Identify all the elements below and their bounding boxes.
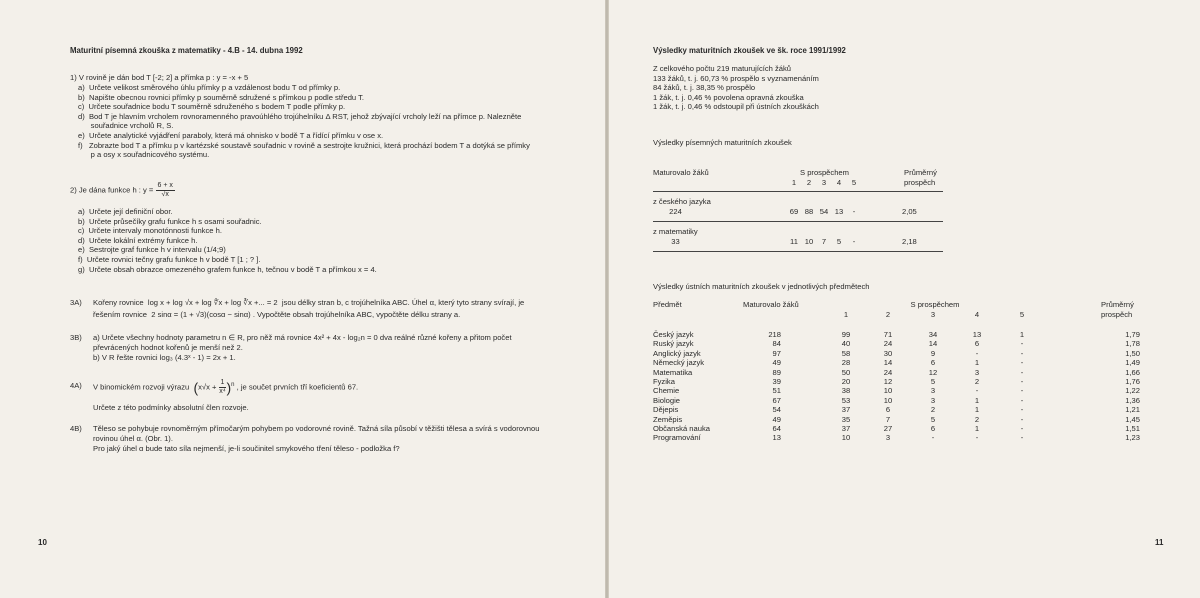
question-2-stem	[70, 182, 175, 199]
question-item: b) Napište obecnou rovnici přímky p souměrně sdružené s přímkou p podle středu T.	[78, 92, 365, 102]
question-1-stem: 1) V rovině je dán bod T [-2; 2] a přímka p : y = -x + 5	[70, 73, 249, 82]
oral-row-students: 67	[772, 395, 781, 405]
oral-row-grade: 37	[841, 405, 851, 415]
q3a-line2-formula: 2 sinα = (1 + √3)(cosα − sinα)	[151, 310, 251, 319]
oral-row-students: 39	[772, 377, 781, 386]
oral-row-grade: 2	[930, 405, 936, 415]
oral-row-students: 13	[772, 433, 781, 443]
written-row-grade: 88	[804, 207, 814, 216]
oral-row-grade: 1	[974, 405, 980, 415]
oral-row-avg: 1,49	[1125, 358, 1140, 368]
question-item: p a osy x souřadnicového systému.	[78, 150, 210, 160]
summary-line: 84 žáků, t. j. 38,35 % prospělo	[653, 83, 756, 93]
table-rule	[653, 251, 943, 252]
oral-row-grade: 1	[974, 358, 980, 368]
q3a-formula: log x + log √x + log ∜x + log ∛x +... = 2	[147, 298, 278, 307]
written-row-avg: 2,18	[902, 237, 917, 246]
question-2-prefix: 2) Je dána funkce h : y =	[70, 185, 154, 195]
oral-row-avg: 1,36	[1125, 395, 1140, 405]
oral-row-grade: 58	[841, 348, 851, 358]
question-item: a) Určete velikost směrového úhlu přímky p a vzdálenost bodu T od přímky p.	[78, 83, 341, 92]
question-item: d) Určete lokální extrémy funkce h.	[78, 235, 198, 245]
oral-row-grade: 10	[841, 433, 851, 443]
right-page-number: 11	[1155, 538, 1164, 547]
oral-row-avg: 1,76	[1125, 377, 1140, 386]
question-4a-label: 4A)	[70, 381, 82, 390]
written-row-subject: z českého jazyka	[653, 197, 711, 206]
oral-row-grade: -	[1020, 424, 1024, 433]
oral-row-grade: 10	[883, 386, 893, 396]
oral-row-grade: 50	[841, 367, 851, 377]
oral-row-avg: 1,51	[1125, 424, 1140, 433]
oral-row-grade: 10	[883, 395, 893, 405]
written-results-heading: Výsledky písemných maturitních zkoušek	[653, 138, 792, 147]
written-col-grades: S prospěchem	[800, 168, 849, 177]
oral-grade-number: 3	[930, 310, 936, 319]
oral-row-grade: 6	[930, 358, 936, 368]
oral-row-grade: 20	[841, 377, 851, 386]
written-row-grade: -	[852, 207, 856, 216]
oral-row-avg: 1,50	[1125, 348, 1140, 358]
oral-row-grade: 12	[883, 377, 893, 386]
fraction-denominator: √x	[161, 191, 169, 198]
question-3a-line1	[93, 298, 524, 308]
oral-row-grade: 35	[841, 414, 851, 424]
oral-row-grade: -	[931, 433, 935, 443]
q3a-line2-prefix: řešením rovnice	[93, 310, 148, 319]
oral-row-grade: -	[975, 348, 979, 358]
question-item: b) Určete průsečíky grafu funkce h s osami souřadnic.	[78, 216, 262, 226]
oral-row-grade: 1	[974, 395, 980, 405]
oral-row-grade: 1	[1019, 330, 1025, 339]
written-grade-number: 3	[821, 178, 827, 187]
results-summary	[653, 64, 819, 112]
oral-row-subject: Anglický jazyk	[653, 348, 701, 358]
q4a-frac-den: x⁴	[219, 388, 226, 396]
oral-row-grade: -	[1020, 433, 1024, 443]
q4a-prefix: V binomickém rozvoji výrazu	[93, 382, 190, 392]
oral-row-subject: Biologie	[653, 395, 681, 405]
written-row-grade: 11	[790, 237, 798, 246]
oral-row-grade: -	[1020, 414, 1024, 424]
question-4a-line1	[93, 375, 358, 398]
table-rule	[653, 221, 943, 222]
question-4a-line2: Určete z této podmínky absolutní člen rozvoje.	[93, 403, 249, 412]
written-grade-number: 5	[851, 178, 857, 187]
question-item: f) Zobrazte bod T a přímku p v kartézské soustavě souřadnic v rovině a sestrojte kružnici, která prochází bodem T a dotýká se přímky	[78, 140, 530, 150]
oral-row-students: 84	[772, 339, 781, 349]
oral-row-grade: 6	[930, 424, 936, 433]
question-3b-line1: a) Určete všechny hodnoty parametru n ∈ R, pro něž má rovnice 4x² + 4x - log₂n = 0 dva reálné různé kořeny a přitom počet	[93, 333, 512, 342]
written-grade-number: 4	[836, 178, 842, 187]
summary-line: 1 žák, t. j. 0,46 % povolena opravná zkouška	[653, 92, 804, 102]
oral-row-grade: 53	[841, 395, 851, 405]
question-4b-line1: Těleso se pohybuje rovnoměrným přímočarým pohybem po vodorovné rovině. Tažná síla působí v těžišti tělesa a svírá s vodorovnou	[93, 424, 540, 433]
oral-row-students: 89	[772, 367, 781, 377]
oral-row-students: 49	[772, 358, 781, 368]
q3a-suffix: jsou délky stran b, c trojúhelníka ABC. Úhel α, který tyto strany svírají, je	[281, 298, 525, 307]
question-item: a) Určete její definiční obor.	[78, 207, 173, 216]
oral-row-grade: 13	[972, 330, 982, 339]
oral-row-grade: 40	[841, 339, 851, 349]
oral-col-avg-2: prospěch	[1101, 310, 1133, 319]
fraction-numerator: 6 + x	[157, 182, 173, 189]
oral-row-grade: 37	[841, 424, 851, 433]
summary-line: 133 žáků, t. j. 60,73 % prospělo s vyznamenáním	[653, 73, 819, 83]
question-4b-line2: rovinou úhel α. (Obr. 1).	[93, 434, 173, 443]
oral-row-avg: 1,78	[1125, 339, 1140, 349]
oral-row-subject: Český jazyk	[653, 330, 694, 339]
right-page	[609, 0, 1200, 598]
oral-row-grade: 34	[928, 330, 938, 339]
question-item: souřadnice vrcholů R, S.	[78, 121, 174, 131]
question-item: g) Určete obsah obrazce omezeného grafem funkce h, tečnou v bodě T a přímkou x = 4.	[78, 264, 377, 274]
oral-row-grade: 7	[885, 414, 891, 424]
question-item: f) Určete rovnici tečny grafu funkce h v bodě T [1 ; ? ].	[78, 254, 261, 264]
question-3a-line2	[93, 310, 460, 320]
right-page-title: Výsledky maturitních zkoušek ve šk. roce 1991/1992	[653, 46, 846, 55]
q3a-line2-suffix: . Vypočtěte obsah trojúhelníka ABC, vypočtěte délku strany a.	[252, 310, 461, 319]
oral-row-subject: Fyzika	[653, 377, 675, 386]
oral-row-grade: 3	[974, 367, 980, 377]
oral-row-grade: -	[1020, 395, 1024, 405]
oral-row-grade: 9	[930, 348, 936, 358]
written-row-grade: 5	[836, 237, 842, 246]
written-col-avg-1: Průměrný	[904, 168, 937, 177]
oral-row-grade: 14	[883, 358, 893, 368]
oral-row-subject: Občanská nauka	[653, 424, 710, 433]
written-row-grade: 69	[789, 207, 799, 216]
question-4b-line3: Pro jaký úhel α bude tato síla nejmenší, je-li součinitel smykového tření těleso - podložka f?	[93, 444, 400, 453]
q4a-formula-base: x√x +	[198, 382, 219, 392]
oral-row-subject: Chemie	[653, 386, 680, 396]
oral-row-grade: 1	[974, 424, 980, 433]
oral-grade-number: 5	[1019, 310, 1025, 319]
oral-row-grade: 99	[841, 330, 851, 339]
oral-row-grade: 6	[974, 339, 980, 349]
question-1-items	[78, 83, 530, 160]
written-row-grade: 54	[819, 207, 829, 216]
oral-row-grade: 3	[930, 386, 936, 396]
oral-row-grade: 3	[930, 395, 936, 405]
question-2-fraction	[156, 182, 175, 199]
oral-row-grade: -	[975, 433, 979, 443]
written-row-avg: 2,05	[902, 207, 917, 216]
oral-col-grades: S prospěchem	[910, 300, 960, 309]
oral-row-grade: -	[1020, 358, 1024, 368]
question-3b-label: 3B)	[70, 333, 82, 342]
written-grade-number: 2	[806, 178, 812, 187]
question-2-items	[78, 207, 377, 274]
oral-row-subject: Ruský jazyk	[653, 339, 694, 349]
oral-row-grade: 5	[930, 377, 936, 386]
oral-row-grade: 38	[841, 386, 851, 396]
oral-row-students: 49	[772, 414, 781, 424]
oral-row-grade: 5	[930, 414, 936, 424]
oral-row-students: 218	[768, 330, 781, 339]
oral-row-grade: 2	[974, 414, 980, 424]
oral-row-students: 64	[772, 424, 781, 433]
question-item: d) Bod T je hlavním vrcholem rovnoramenného pravoúhlého trojúhelníku Δ RST, jehož zbývající vrcholy leží na přímce p. Nalezněte	[78, 111, 522, 121]
oral-row-avg: 1,45	[1125, 414, 1140, 424]
written-row-grade: 13	[834, 207, 844, 216]
oral-col-avg-1: Průměrný	[1101, 300, 1134, 309]
q3a-prefix: Kořeny rovnice	[93, 298, 144, 307]
oral-row-grade: 71	[883, 330, 893, 339]
oral-row-subject: Matematika	[653, 367, 693, 377]
oral-row-grade: 28	[841, 358, 851, 368]
oral-grade-number: 4	[974, 310, 980, 319]
oral-row-grade: 12	[928, 367, 938, 377]
paren-right: )	[226, 379, 232, 396]
oral-row-students: 51	[772, 386, 781, 396]
written-row-grade: -	[852, 237, 856, 246]
oral-results-heading: Výsledky ústních maturitních zkoušek v jednotlivých předmětech	[653, 282, 870, 291]
oral-grade-number: 1	[843, 310, 849, 319]
oral-row-subject: Zeměpis	[653, 414, 683, 424]
written-grade-number: 1	[791, 178, 797, 187]
oral-row-grade: -	[1020, 339, 1024, 349]
written-row-students: 224	[669, 207, 682, 216]
summary-line: Z celkového počtu 219 maturujících žáků	[653, 64, 792, 73]
oral-row-grade: -	[1020, 367, 1024, 377]
oral-row-grade: 24	[883, 367, 893, 377]
oral-row-grade: 14	[928, 339, 938, 349]
written-row-grade: 7	[821, 237, 827, 246]
oral-row-subject: Dějepis	[653, 405, 679, 415]
oral-row-grade: 24	[883, 339, 893, 349]
written-col-students: Maturovalo žáků	[653, 168, 709, 177]
q4a-suffix: , je součet prvních tří koeficientů 67.	[236, 382, 359, 392]
written-row-subject: z matematiky	[653, 227, 698, 236]
oral-row-avg: 1,79	[1125, 330, 1140, 339]
oral-col-subject: Předmět	[653, 300, 682, 309]
question-3b-line3: b) V R řešte rovnici log₃ (4.3ˣ - 1) = 2x + 1.	[93, 353, 236, 362]
paren-left: (	[193, 379, 199, 396]
question-item: e) Sestrojte graf funkce h v intervalu (1/4;9)	[78, 245, 226, 255]
question-item: e) Určete analytické vyjádření paraboly, která má ohnisko v bodě T a řídící přímku v ose x.	[78, 130, 384, 140]
oral-row-grade: -	[975, 386, 979, 396]
oral-row-grade: -	[1020, 405, 1024, 415]
question-3b-line2: převrácených hodnot kořenů je menší než 2.	[93, 343, 243, 352]
oral-row-avg: 1,23	[1125, 433, 1140, 443]
question-item: c) Určete intervaly monotónnosti funkce h.	[78, 226, 222, 236]
left-page-number: 10	[38, 538, 47, 547]
oral-row-grade: 27	[883, 424, 893, 433]
oral-row-avg: 1,22	[1125, 386, 1140, 396]
table-rule	[653, 191, 943, 192]
question-item: c) Určete souřadnice bodu T souměrně sdruženého s bodem T podle přímky p.	[78, 102, 346, 112]
oral-row-subject: Programování	[653, 433, 701, 443]
oral-row-avg: 1,21	[1125, 405, 1140, 415]
written-row-grade: 10	[804, 237, 814, 246]
oral-row-students: 54	[772, 405, 781, 415]
oral-row-subject: Německý jazyk	[653, 358, 705, 368]
written-col-avg-2: prospěch	[904, 178, 936, 187]
question-4b-label: 4B)	[70, 424, 82, 433]
oral-grade-number: 2	[885, 310, 891, 319]
oral-row-grade: 2	[974, 377, 980, 386]
oral-col-students: Maturovalo žáků	[743, 300, 799, 309]
oral-row-grade: -	[1020, 386, 1024, 396]
oral-row-grade: 30	[883, 348, 893, 358]
oral-row-students: 97	[772, 348, 781, 358]
summary-line: 1 žák, t. j. 0,46 % odstoupil při ústních zkouškách	[653, 102, 819, 112]
oral-row-grade: -	[1020, 377, 1024, 386]
q4a-exponent: n	[231, 382, 235, 388]
oral-row-avg: 1,66	[1125, 367, 1140, 377]
oral-row-grade: 6	[885, 405, 891, 415]
oral-row-grade: 3	[885, 433, 891, 443]
left-page-title: Maturitní písemná zkouška z matematiky - 4.B - 14. dubna 1992	[70, 46, 303, 55]
question-3a-label: 3A)	[70, 298, 82, 307]
q4a-frac-num: 1	[220, 379, 225, 387]
written-row-students: 33	[671, 237, 680, 246]
oral-row-grade: -	[1020, 348, 1024, 358]
